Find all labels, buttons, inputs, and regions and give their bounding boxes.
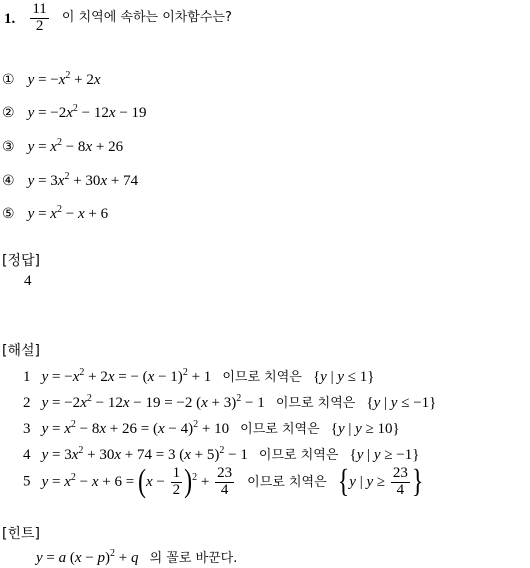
hint-expr: y = a $(x - p)^2 + q$ <box>36 548 139 566</box>
line-expr: $y = x^2 - 8x + 26 = (x - 4)^2 + 10$ <box>41 419 230 437</box>
line-expr: $y = -x^2 + 2x$ = − $(x - 1)^2 + 1$ <box>41 367 212 385</box>
question-number: 1. <box>4 10 16 27</box>
option-expr: $y = x^2 - 8x + 26$ <box>27 137 124 155</box>
hint-line <box>36 547 237 567</box>
line-range: {y | y ≥ 10} <box>330 421 400 437</box>
question-text: 이 치역에 속하는 이차함수는? <box>61 9 232 25</box>
option-4 <box>2 170 138 190</box>
question-fraction <box>30 2 48 35</box>
option-mark: ④ <box>2 173 15 189</box>
explanation-label: [해설] <box>2 343 40 359</box>
line-word: 이므로 치역은 <box>222 370 302 385</box>
option-expr: $y = 3x^2 + 30x + 74$ <box>27 171 139 189</box>
explanation-line-1 <box>23 366 374 386</box>
line-expr: $y = -2x^2 - 12x - 19 = -2$ $(x + 3)^2 - 1$ <box>41 393 265 411</box>
line-word: 이므로 치역은 <box>258 448 339 463</box>
line-expr: $y = x^2 - x + 6 = (x$ − $\frac{1}{2}$ )$^2$ + $\frac{23}{4}$ <box>41 464 233 500</box>
answer-label: [정답] <box>2 253 40 269</box>
option-2 <box>2 102 147 122</box>
line-number: 1 <box>23 369 31 385</box>
explanation-line-3 <box>23 418 400 438</box>
line-range: {y | y ≤ −1} <box>366 395 437 411</box>
option-expr: $y = -x^2 + 2x$ <box>27 70 101 88</box>
line-word: 이므로 치역은 <box>240 422 320 437</box>
explanation-line-2 <box>23 392 436 412</box>
line-expr: $y = 3x^2 + 30x + 74 = 3$ $(x + 5)^2 - 1$ <box>41 445 248 463</box>
line-word: 이므로 치역은 <box>275 396 356 411</box>
option-expr: $y = x^2 - x + 6$ <box>27 204 109 222</box>
option-mark: ③ <box>2 139 15 155</box>
line-range: {y | y ≤ 1} <box>312 369 375 385</box>
line-range: {y | y ≥ $\frac{23}{4}$ } <box>337 464 424 500</box>
line-number: 5 <box>23 473 31 490</box>
option-mark: ⑤ <box>2 206 15 222</box>
question-header <box>4 2 232 35</box>
option-expr: $y = -2x^2 - 12x - 19$ <box>27 103 147 121</box>
hint-label: [힌트] <box>2 526 40 542</box>
option-5 <box>2 203 108 223</box>
hint-text: 의 꼴로 바꾼다. <box>149 551 238 566</box>
explanation-line-5 <box>23 466 423 499</box>
line-number: 3 <box>23 421 31 437</box>
option-mark: ① <box>2 72 15 88</box>
line-number: 4 <box>23 447 31 463</box>
fraction-denominator: 2 <box>35 17 44 34</box>
option-1 <box>2 69 101 89</box>
option-3 <box>2 136 123 156</box>
fraction-numerator: 11 <box>32 1 47 17</box>
line-number: 2 <box>23 395 31 411</box>
option-mark: ② <box>2 105 15 121</box>
line-word: 이므로 치역은 <box>247 474 327 490</box>
explanation-line-4 <box>23 444 419 464</box>
answer-value: 4 <box>24 273 32 289</box>
line-range: {y | y ≥ −1} <box>349 447 420 463</box>
